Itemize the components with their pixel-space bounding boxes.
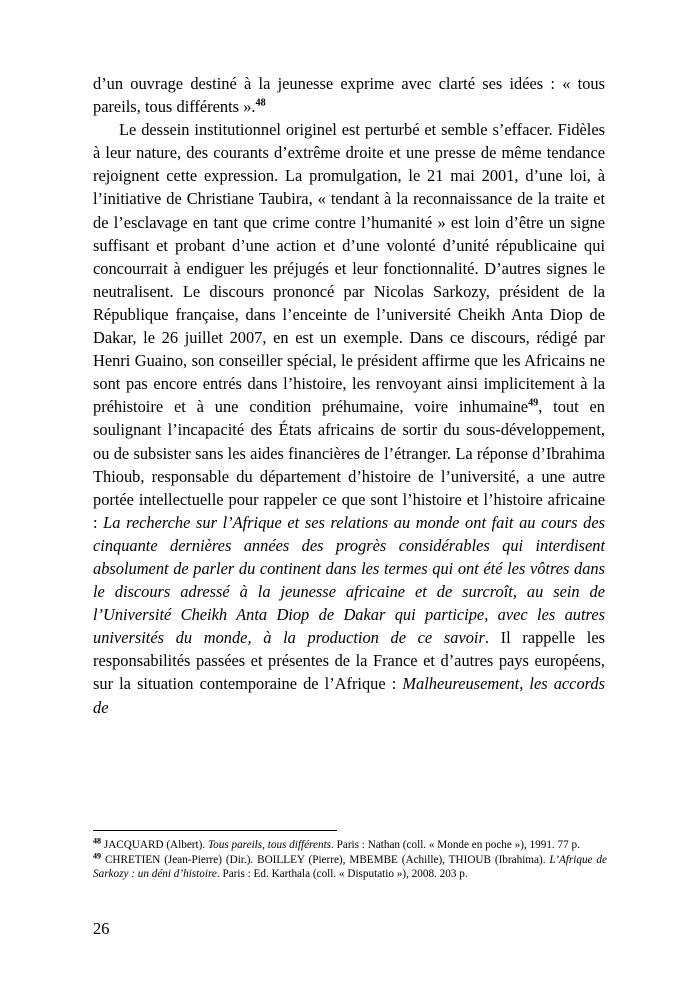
text-run: , tout en soulignant l’incapacité des États africains de sortir du sous-développement, ou de subsister sans les aides financières de l’étranger. La réponse d’Ibrahima Thioub, responsable du département d’histoire de l’université, a une autre portée intellectuelle pour rappeler ce que sont l’histoire et l’histoire africaine : xyxy=(93,397,605,532)
footnote-text-run: . Paris : Ed. Karthala (coll. « Disputatio »), 2008. 203 p. xyxy=(216,868,468,881)
quotation-accords: Malheureusement, les accords de xyxy=(93,674,605,717)
paragraph-continuation xyxy=(93,72,605,118)
footnote-marker-49: 49 xyxy=(93,851,102,861)
footnote-49 xyxy=(93,853,607,881)
footnote-text-run: JACQUARD (Albert). xyxy=(101,839,208,851)
footnote-reference-49: 49 xyxy=(528,397,539,409)
footnotes-block xyxy=(93,838,607,882)
footnote-marker-48: 48 xyxy=(93,836,102,846)
footnote-title-italic: Tous pareils, tous différents xyxy=(207,839,332,851)
footnote-reference-48: 48 xyxy=(255,97,266,109)
page-number: 26 xyxy=(93,919,110,938)
text-run: Le dessein institutionnel originel est perturbé et semble s’effacer. Fidèles à leur nature, des courants d’extrême droite et une presse de même tendance rejoignent cette expression. La promulgation, le 21 mai 2001, d’une loi, à l’initiative de Christiane Taubira, « tendant à la reconnaissance de la traite et de l’esclavage en tant que crime contre l’humanité » est loin d’être un signe suffisant et probant d’une action et d’une volonté d’unité républicaine qui concourrait à endiguer les préjugés et leur fonctionnalité. D’autres signes le neutralisent. Le discours prononcé par Nicolas Sarkozy, président de la République française, dans l’enceinte de l’université Cheikh Anta Diop de Dakar, le 26 juillet 2007, en est un exemple. Dans ce discours, rédigé par Henri Guaino, son conseiller spécial, le président affirme que les Africains ne sont pas encore entrés dans l’histoire, les renvoyant ainsi implicitement à la préhistoire et à une condition préhumaine, voire inhumaine xyxy=(93,120,605,417)
footnote-text-run: CHRETIEN (Jean-Pierre) (Dir.). BOILLEY (Pierre), MBEMBE (Achille), THIOUB (Ibrahima). xyxy=(101,854,550,867)
quotation-thioub: La recherche sur l’Afrique et ses relations au monde ont fait au cours des cinquante dernières années des progrès considérables qui interdisent absolument de parler du continent dans les termes qui ont été les vôtres dans le discours adressé à la jeunesse africaine et de surcroît, au sein de l’Université Cheikh Anta Diop de Dakar qui participe, avec les autres universités du monde, à la production de ce savoir xyxy=(93,512,605,648)
footnote-text-run: . Paris : Nathan (coll. « Monde en poche »), 1991. 77 p. xyxy=(331,839,580,851)
body-text-block xyxy=(93,72,605,719)
footnote-48 xyxy=(93,838,607,852)
text-run: d’un ouvrage destiné à la jeunesse exprime avec clarté ses idées : « tous pareils, tous différents ». xyxy=(93,74,605,117)
paragraph-main xyxy=(93,118,605,718)
footnote-separator-rule xyxy=(93,830,337,831)
text-run: . Il rappelle les responsabilités passées et présentes de la France et d’autres pays européens, sur la situation contemporaine de l’Afrique : xyxy=(93,628,605,694)
footnote-title-italic: L’Afrique de Sarkozy : un déni d’histoire xyxy=(93,854,607,881)
